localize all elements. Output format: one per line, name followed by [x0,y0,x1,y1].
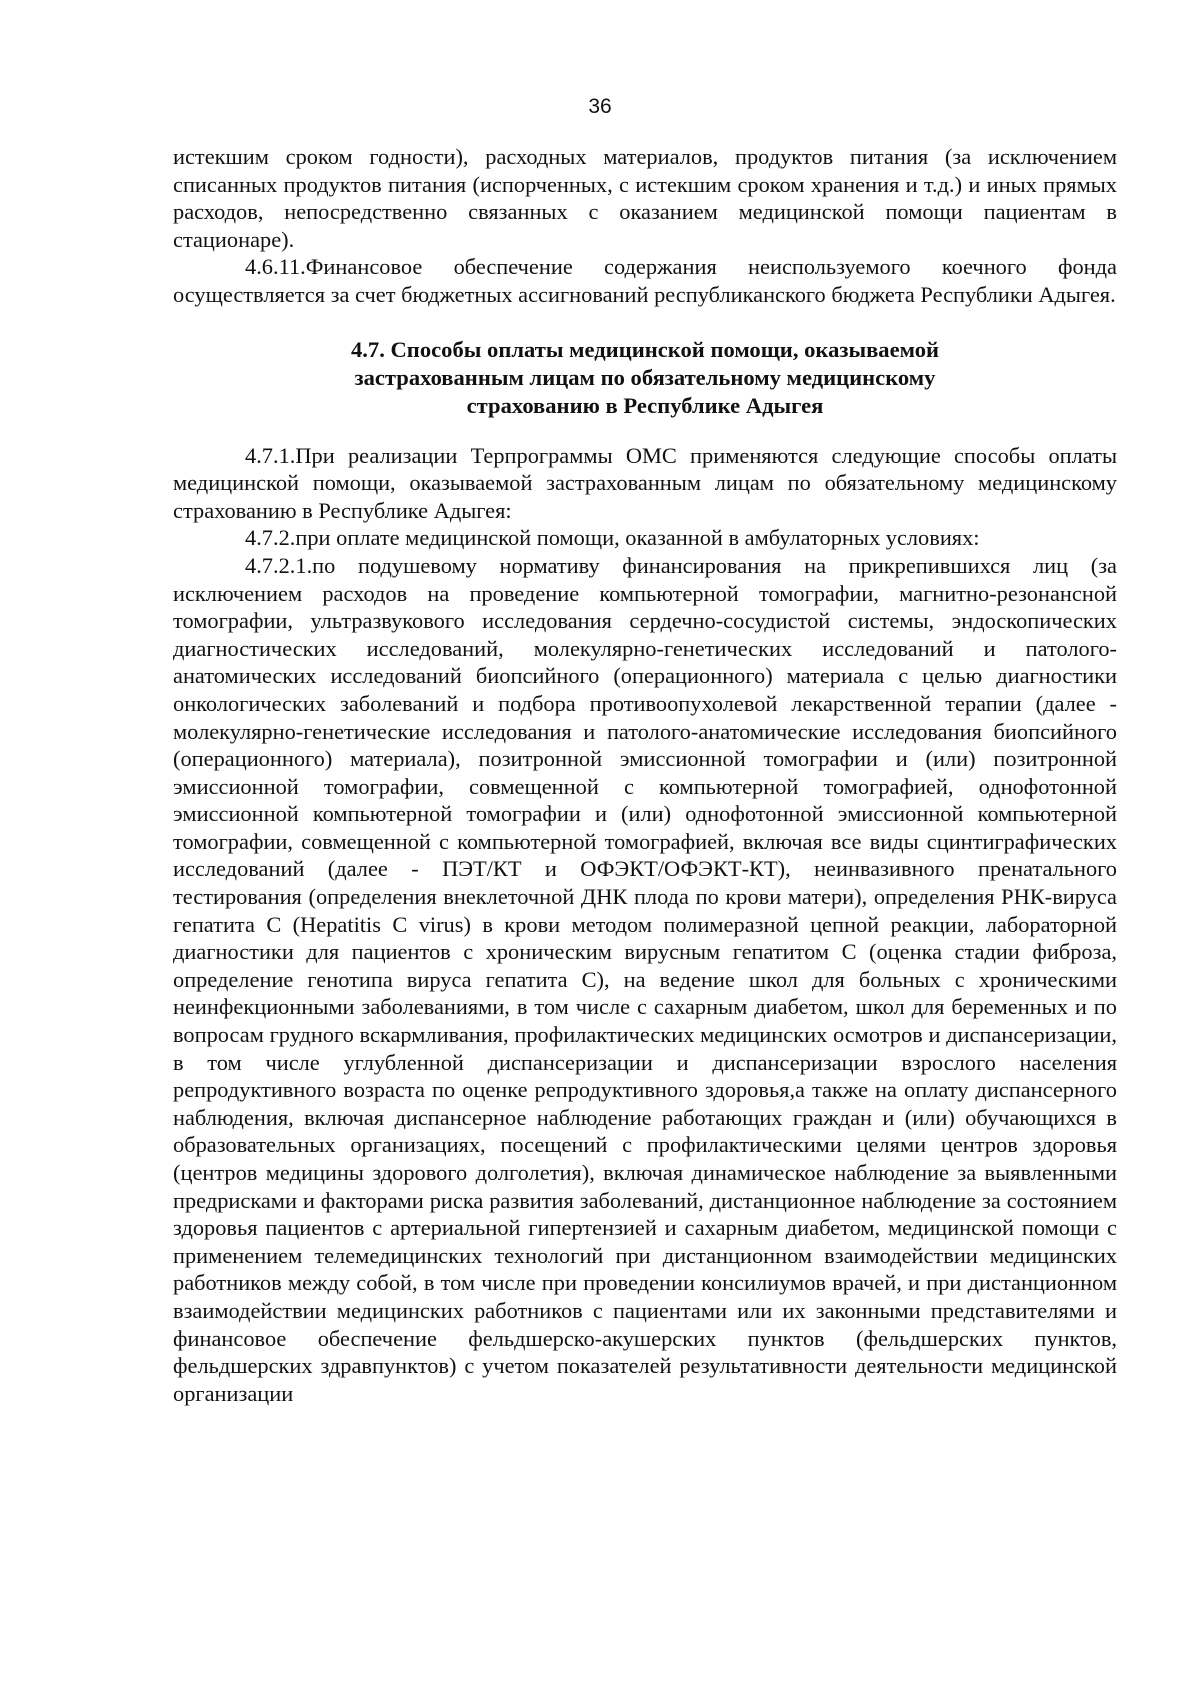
paragraph-4-7-1: 4.7.1.При реализации Терпрограммы ОМС применяются следующие способы оплаты медицинской помощи, оказываемой застрахованным лицам по обязательному медицинскому страхованию в Республике Адыгея: [173,442,1117,523]
section-heading [173,336,1117,420]
paragraph-continuation: истекшим сроком годности), расходных материалов, продуктов питания (за исключением списанных продуктов питания (испорченных, с истекшим сроком хранения и т.д.) и иных прямых расходов, непосредственно связанных с оказанием медицинской помощи пациентам в стационаре). [173,144,1117,252]
paragraph-4-7-2-1: 4.7.2.1.по подушевому нормативу финансирования на прикрепившихся лиц (за исключением расходов на проведение компьютерной томографии, магнитно-резонансной томографии, ультразвукового исследования сердечно-сосудистой системы, эндоскопических диагностических исследований, молекулярно-генетических исследований и патолого-анатомических исследований биопсийного (операционного) материала с целью диагностики онкологических заболеваний и подбора противоопухолевой лекарственной терапии (далее - молекулярно-генетические исследования и патолого-анатомические исследования биопсийного (операционного) материала), позитронной эмиссионной томографии и (или) позитронной эмиссионной томографии, совмещенной с компьютерной томографией, однофотонной эмиссионной компьютерной томографии и (или) однофотонной эмиссионной компьютерной томографии, совмещенной с компьютерной томографией, включая все виды сцинтиграфических исследований (далее - ПЭТ/КТ и ОФЭКТ/ОФЭКТ-КТ), неинвазивного пренатального тестирования (определения внеклеточной ДНК плода по крови матери), определения РНК-вируса гепатита С (Hepatitis C virus) в крови методом полимеразной цепной реакции, лабораторной диагностики для пациентов с хроническим вирусным гепатитом С (оценка стадии фиброза, определение генотипа вируса гепатита С), на ведение школ для больных с хроническими неинфекционными заболеваниями, в том числе с сахарным диабетом, школ для беременных и по вопросам грудного вскармливания, профилактических медицинских осмотров и диспансеризации, в том числе углубленной диспансеризации и диспансеризации взрослого населения репродуктивного возраста по оценке репродуктивного здоровья,а также на оплату диспансерного наблюдения, включая диспансерное наблюдение работающих граждан и (или) обучающихся в образовательных организациях, посещений с профилактическими целями центров здоровья (центров медицины здорового долголетия), включая динамическое наблюдение за выявленными предрисками и факторами риска развития заболеваний, дистанционное наблюдение за состоянием здоровья пациентов с артериальной гипертензией и сахарным диабетом, медицинской помощи с применением телемедицинских технологий при дистанционном взаимодействии медицинских работников между собой, в том числе при проведении консилиумов врачей, и при дистанционном взаимодействии медицинских работников с пациентами или их законными представителями и финансовое обеспечение фельдшерско-акушерских пунктов (фельдшерских пунктов, фельдшерских здравпунктов) с учетом показателей результативности деятельности медицинской организации [173,552,1117,1406]
paragraph-4-7-2: 4.7.2.при оплате медицинской помощи, оказанной в амбулаторных условиях: [245,525,980,551]
document-body [173,143,1117,1407]
page-number: 36 [588,95,612,118]
paragraph-4-6-11: 4.6.11.Финансовое обеспечение содержания неиспользуемого коечного фонда осуществляется за счет бюджетных ассигнований республиканского бюджета Республики Адыгея. [173,254,1117,307]
section-heading-line: страхованию в Республике Адыгея [466,392,824,418]
section-heading-line: 4.7. Способы оплаты медицинской помощи, оказываемой [350,336,940,362]
section-heading-line: застрахованным лицам по обязательному медицинскому [354,364,936,390]
